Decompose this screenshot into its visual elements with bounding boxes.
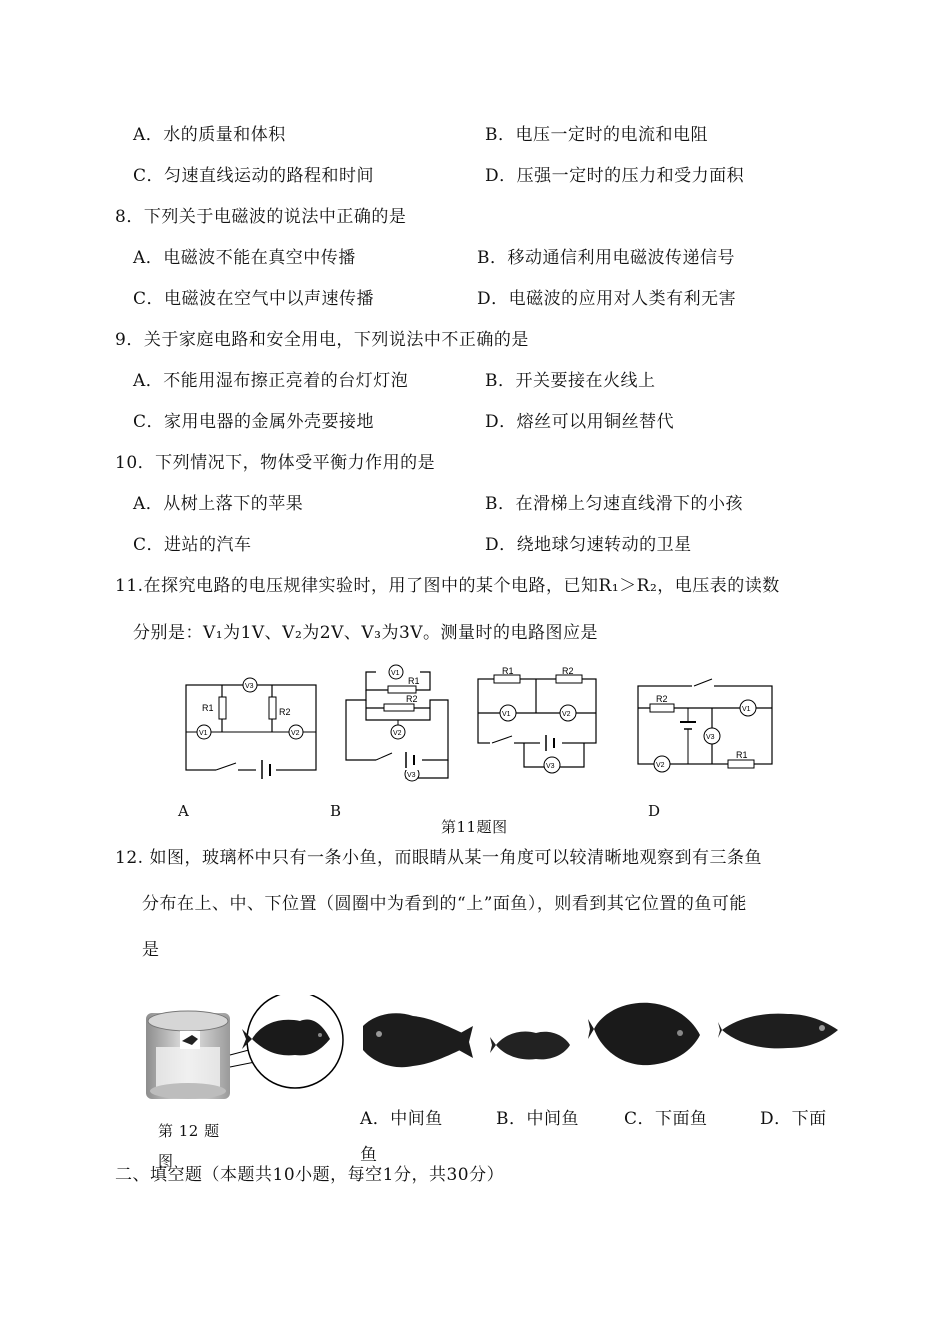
q11-stem-line1: 11.在探究电路的电压规律实验时，用了图中的某个电路，已知R₁＞R₂，电压表的读数 [115, 576, 780, 596]
label-r2: R2 [279, 707, 291, 717]
q8-option-a: A．电磁波不能在真空中传播 [133, 248, 356, 268]
label-v3: V3 [245, 683, 254, 690]
label-r1: R1 [202, 703, 214, 713]
label-v3: V3 [706, 734, 715, 741]
q10-option-b: B．在滑梯上匀速直线滑下的小孩 [485, 494, 743, 514]
circuit-a-label: A [178, 802, 190, 820]
q9-option-a: A．不能用湿布擦正亮着的台灯灯泡 [133, 371, 409, 391]
circuit-b [340, 660, 460, 785]
q11-stem-line2: 分别是：V₁为1V、V₂为2V、V₃为3V。测量时的电路图应是 [133, 623, 599, 643]
q12-option-a-line2: 鱼 [360, 1145, 378, 1165]
circuit-c [472, 665, 602, 777]
label-r2: R2 [406, 694, 418, 704]
q7-option-d: D．压强一定时的压力和受力面积 [485, 166, 745, 186]
glass-cup-figure [140, 995, 350, 1105]
label-r1: R1 [736, 750, 748, 760]
label-v2: V2 [656, 762, 665, 769]
q10-option-a: A．从树上落下的苹果 [133, 494, 304, 514]
label-v3: V3 [407, 772, 416, 779]
label-r1: R1 [502, 666, 514, 676]
figure-12-caption-line1: 第 12 题 [158, 1122, 220, 1140]
label-v1: V1 [391, 670, 400, 677]
label-v3: V3 [546, 763, 555, 770]
q12-option-b: B．中间鱼 [496, 1109, 579, 1129]
label-v2: V2 [562, 711, 571, 718]
q9-option-b: B．开关要接在火线上 [485, 371, 656, 391]
circuit-d-label: D [648, 802, 661, 820]
circuit-a [180, 675, 320, 780]
fish-option-b [490, 1015, 580, 1075]
section2-title: 二、填空题（本题共10小题，每空1分，共30分） [115, 1165, 505, 1185]
q10-option-d: D．绕地球匀速转动的卫星 [485, 535, 692, 555]
q12-option-c: C．下面鱼 [624, 1109, 708, 1129]
q12-stem-line2: 分布在上、中、下位置（圆圈中为看到的“上”面鱼），则看到其它位置的鱼可能 [142, 894, 747, 914]
label-v2: V2 [393, 730, 402, 737]
fish-option-d [718, 1000, 843, 1065]
label-v1: V1 [742, 706, 751, 713]
q12-option-d: D．下面 [760, 1109, 827, 1129]
q10-stem: 10．下列情况下，物体受平衡力作用的是 [115, 453, 436, 473]
q8-option-c: C．电磁波在空气中以声速传播 [133, 289, 375, 309]
label-r2: R2 [562, 666, 574, 676]
figure-12-caption-line2: 图 [158, 1152, 174, 1170]
label-v1: V1 [199, 730, 208, 737]
q8-option-d: D．电磁波的应用对人类有利无害 [477, 289, 737, 309]
q7-option-a: A．水的质量和体积 [133, 125, 286, 145]
q10-option-c: C．进站的汽车 [133, 535, 252, 555]
label-v2: V2 [291, 730, 300, 737]
q9-stem: 9．关于家庭电路和安全用电，下列说法中不正确的是 [115, 330, 529, 350]
q7-option-b: B．电压一定时的电流和电阻 [485, 125, 708, 145]
q9-option-d: D．熔丝可以用铜丝替代 [485, 412, 675, 432]
label-v1: V1 [502, 711, 511, 718]
fish-option-c [588, 993, 708, 1075]
q8-stem: 8．下列关于电磁波的说法中正确的是 [115, 207, 407, 227]
q8-option-b: B．移动通信利用电磁波传递信号 [477, 248, 735, 268]
q12-stem-line3: 是 [142, 940, 160, 960]
q12-stem-line1: 12. 如图，玻璃杯中只有一条小鱼，而眼睛从某一角度可以较清晰地观察到有三条鱼 [115, 848, 762, 868]
circuit-d [632, 672, 777, 777]
q7-option-c: C．匀速直线运动的路程和时间 [133, 166, 375, 186]
circuit-b-label: B [330, 802, 342, 820]
q12-option-a-line1: A．中间鱼 [360, 1109, 443, 1129]
q9-option-c: C．家用电器的金属外壳要接地 [133, 412, 375, 432]
figure-11-caption: 第11题图 [441, 818, 508, 836]
fish-option-a [355, 998, 475, 1083]
label-r1: R1 [408, 676, 420, 686]
label-r2: R2 [656, 694, 668, 704]
